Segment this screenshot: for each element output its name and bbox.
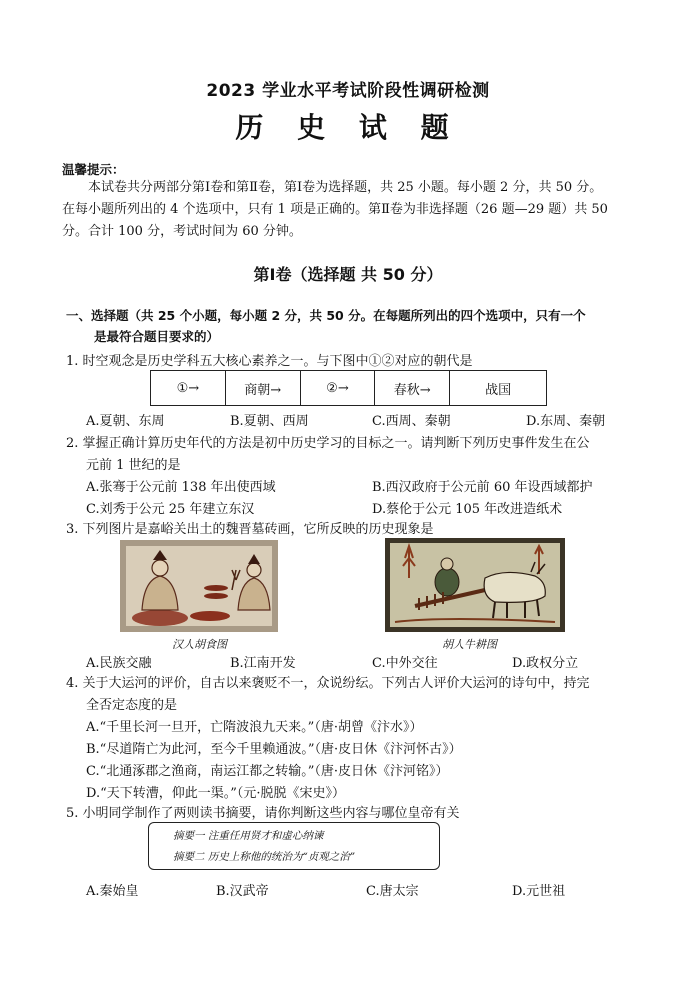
caption-eating: 汉人胡食图 [172, 638, 227, 651]
q4-stem-2: 全否定态度的是 [86, 698, 178, 713]
subject-title: 历 史 试 题 [235, 111, 461, 144]
q1-stem: 1. 时空观念是历史学科五大核心素养之一。与下图中①②对应的朝代是 [66, 354, 473, 369]
q3-option-b: B.江南开发 [230, 656, 296, 671]
q2-option-d: D.蔡伦于公元 105 年改进造纸术 [372, 502, 563, 517]
q4-option-b: B.“尽道隋亡为此河，至今千里赖通波。”（唐·皮日休《汴河怀古》） [86, 742, 462, 757]
q5-summary-box [148, 822, 440, 870]
notice-heading: 温馨提示： [62, 162, 125, 177]
notice-line-3: 分。合计 100 分，考试时间为 60 分钟。 [62, 224, 302, 239]
q1-timeline [150, 370, 547, 406]
q2-stem-2: 元前 1 世纪的是 [86, 458, 181, 473]
summary-line-2: 摘要二 历史上称他的统治为“贞观之治” [173, 851, 356, 863]
section-instruction-2: 是最符合题目要求的） [94, 329, 220, 344]
timeline-cell: ②→ [301, 371, 376, 405]
mural-plowing-image [385, 538, 565, 632]
q1-option-b: B.夏朝、西周 [230, 414, 309, 429]
q2-option-b: B.西汉政府于公元前 60 年设西域都护 [372, 480, 593, 495]
timeline-cell: 战国 [485, 382, 512, 398]
mural-eating-image [120, 540, 278, 632]
q5-option-c: C.唐太宗 [366, 884, 419, 899]
q2-option-c: C.刘秀于公元 25 年建立东汉 [86, 502, 255, 517]
q3-option-c: C.中外交往 [372, 656, 438, 671]
han-people-eating-mural [120, 540, 278, 632]
q1-option-a: A.夏朝、东周 [86, 414, 165, 429]
timeline-cell: 春秋→ [375, 371, 450, 405]
timeline-cell: ①→ [151, 371, 226, 405]
q1-option-d: D.东周、秦朝 [526, 414, 606, 429]
notice-line-1: 本试卷共分两部分第Ⅰ卷和第Ⅱ卷，第Ⅰ卷为选择题，共 25 小题。每小题 2 分，共 50 分。 [88, 180, 603, 195]
q3-stem: 3. 下列图片是嘉峪关出土的魏晋墓砖画，它所反映的历史现象是 [66, 522, 434, 537]
q4-stem-1: 4. 关于大运河的评价，自古以来褒贬不一，众说纷纭。下列古人评价大运河的诗句中，持完 [66, 676, 590, 691]
q3-option-d: D.政权分立 [512, 656, 579, 671]
section-instruction-1: 一、选择题（共 25 个小题，每小题 2 分，共 50 分。在每题所列出的四个选项中，只有一个 [66, 308, 586, 323]
q1-option-c: C.西周、秦朝 [372, 414, 451, 429]
q4-option-c: C.“北通涿郡之渔商，南运江都之转输。”（唐·皮日休《汴河铭》） [86, 764, 449, 779]
hu-people-ox-plowing-mural [385, 538, 565, 632]
q2-stem-1: 2. 掌握正确计算历史年代的方法是初中历史学习的目标之一。请判断下列历史事件发生在公 [66, 436, 590, 451]
q5-option-a: A.秦始皇 [86, 884, 139, 899]
section-title: 第Ⅰ卷（选择题 共 50 分） [253, 265, 443, 284]
caption-plowing: 胡人牛耕图 [442, 638, 497, 651]
q5-option-d: D.元世祖 [512, 884, 566, 899]
q3-option-a: A.民族交融 [86, 656, 152, 671]
timeline-cell: 商朝→ [226, 371, 301, 405]
q4-option-a: A.“千里长河一旦开，亡隋波浪九天来。”（唐·胡曾《汴水》） [86, 720, 423, 735]
q5-option-b: B.汉武帝 [216, 884, 269, 899]
q4-option-d: D.“天下转漕，仰此一渠。”（元·脱脱《宋史》） [86, 786, 346, 801]
q5-stem: 5. 小明同学制作了两则读书摘要，请你判断这些内容与哪位皇帝有关 [66, 806, 460, 821]
exam-title: 2023 学业水平考试阶段性调研检测 [206, 81, 490, 101]
q2-option-a: A.张骞于公元前 138 年出使西域 [86, 480, 276, 495]
notice-line-2: 在每小题所列出的 4 个选项中，只有 1 项是正确的。第Ⅱ卷为非选择题（26 题—29 题）共 50 [62, 202, 608, 217]
summary-line-1: 摘要一 注重任用贤才和虚心纳谏 [173, 830, 324, 842]
